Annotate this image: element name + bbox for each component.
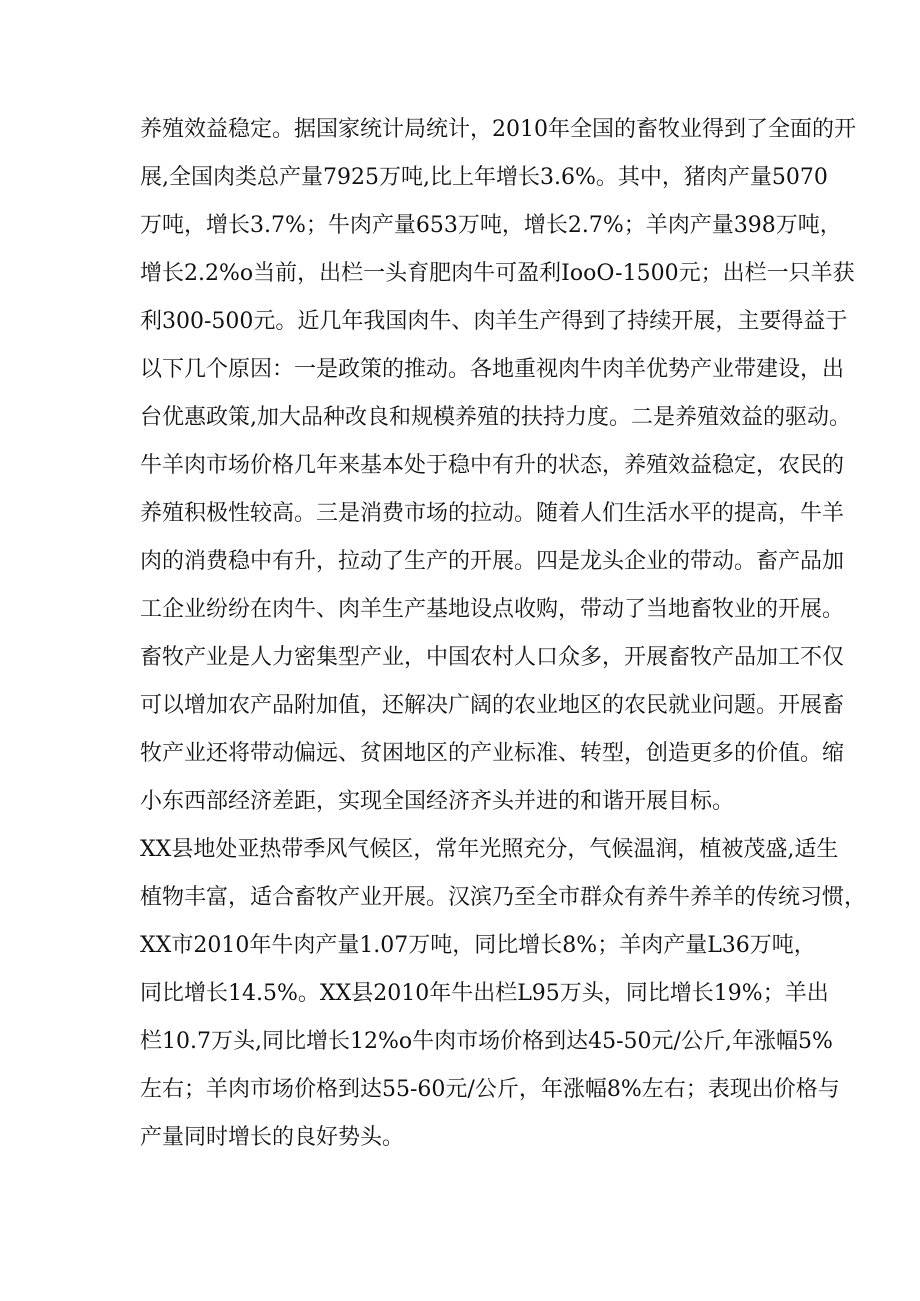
text-line: 小东西部经济差距，实现全国经济齐头并进的和谐开展目标。 [140, 789, 735, 814]
text-line: 万吨，增长3.7%；牛肉产量653万吨，增长2.7%；羊肉产量398万吨， [140, 213, 842, 238]
text-line: 牛羊肉市场价格几年来基本处于稳中有升的状态，养殖效益稳定，农民的 [140, 453, 845, 478]
text-line: 牧产业还将带动偏远、贫困地区的产业标准、转型，创造更多的价值。缩 [140, 741, 845, 766]
text-line: 展,全国肉类总产量7925万吨,比上年增长3.6%。其中，猪肉产量5070 [140, 165, 828, 190]
text-line: 植物丰富，适合畜牧产业开展。汉滨乃至全市群众有养牛养羊的传统习惯， [140, 885, 867, 910]
text-line: 以下几个原因：一是政策的推动。各地重视肉牛肉羊优势产业带建设，出 [140, 357, 845, 382]
text-line: 左右；羊肉市场价格到达55-60元/公斤，年涨幅8%左右；表现出价格与 [140, 1077, 840, 1102]
text-line: 利300-500元。近几年我国肉牛、肉羊生产得到了持续开展，主要得益于 [140, 309, 848, 334]
text-line: 养殖效益稳定。据国家统计局统计，2010年全国的畜牧业得到了全面的开 [140, 117, 856, 142]
text-line: 畜牧产业是人力密集型产业，中国农村人口众多，开展畜牧产品加工不仅 [140, 645, 845, 670]
text-line: 增长2.2%o当前，出栏一头育肥肉牛可盈利IooO-1500元；出栏一只羊获 [140, 261, 855, 286]
text-line: 台优惠政策,加大品种改良和规模养殖的扶持力度。二是养殖效益的驱动。 [140, 405, 851, 430]
text-line: 同比增长14.5%。XX县2010年牛出栏L95万头，同比增长19%；羊出 [140, 981, 829, 1006]
text-line: XX市2010年牛肉产量1.07万吨，同比增长8%；羊肉产量L36万吨， [140, 933, 816, 958]
text-line: 可以增加农产品附加值，还解决广阔的农业地区的农民就业问题。开展畜 [140, 693, 845, 718]
text-line: 养殖积极性较高。三是消费市场的拉动。随着人们生活水平的提高，牛羊 [140, 501, 845, 526]
text-line: XX县地处亚热带季风气候区，常年光照充分，气候温润，植被茂盛,适生 [140, 837, 839, 862]
text-line: 工企业纷纷在肉牛、肉羊生产基地设点收购，带动了当地畜牧业的开展。 [140, 597, 845, 622]
text-line: 栏10.7万头,同比增长12%o牛肉市场价格到达45-50元/公斤,年涨幅5% [140, 1029, 833, 1054]
text-line: 产量同时增长的良好势头。 [140, 1125, 405, 1150]
text-line: 肉的消费稳中有升，拉动了生产的开展。四是龙头企业的带动。畜产品加 [140, 549, 845, 574]
